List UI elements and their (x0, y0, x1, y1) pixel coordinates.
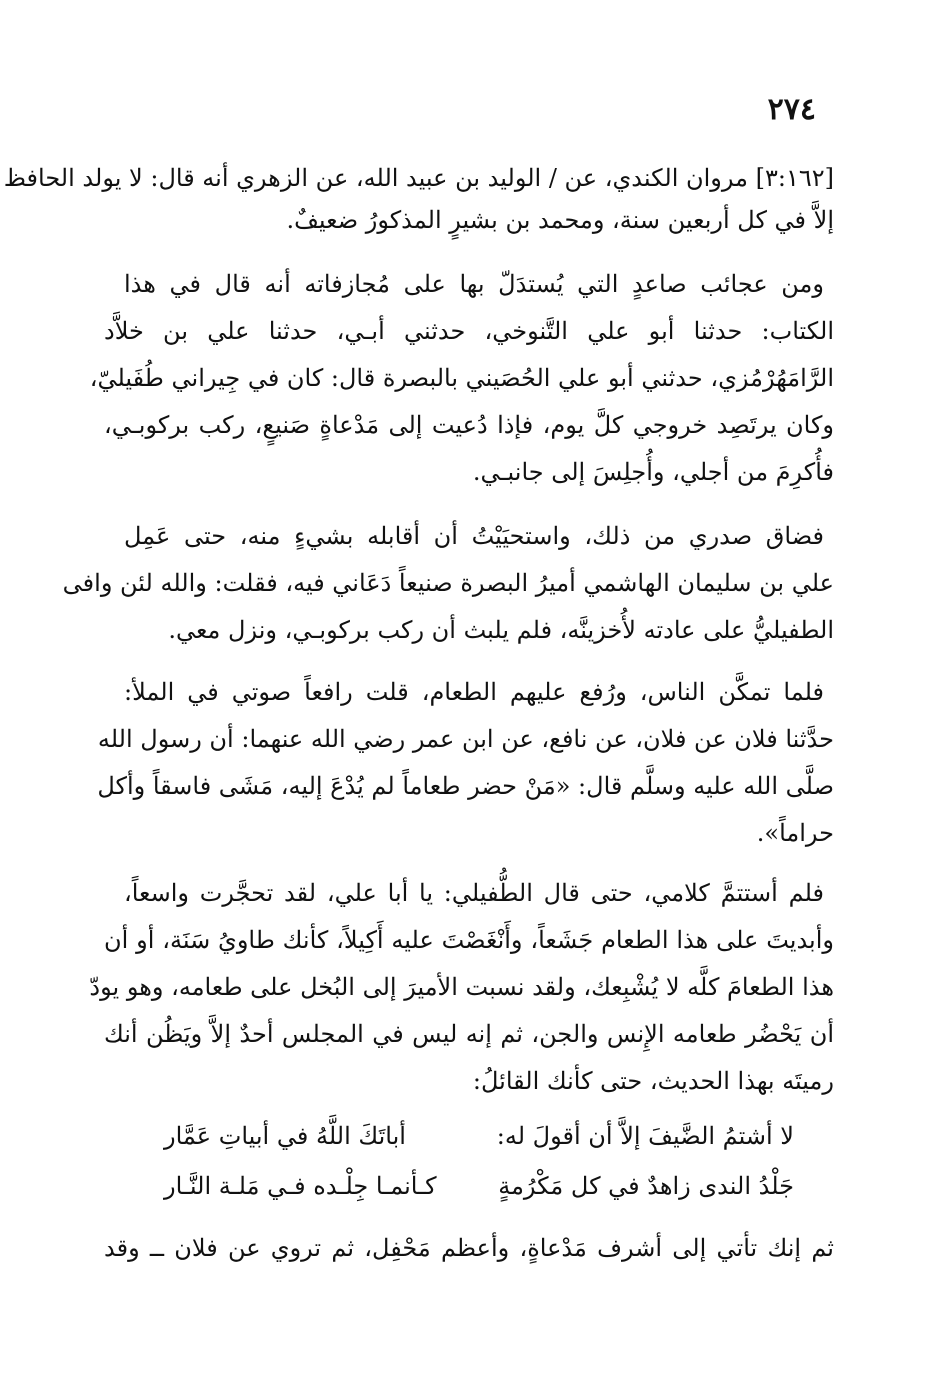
text-line: حدَّثنا فلان عن فلان، عن نافع، عن ابن عمر رضي الله عنهما: أن رسول الله (97, 725, 834, 753)
text-line: فأُكرِمَ من أجلي، وأُجلِسَ إلى جانبـي. (472, 458, 834, 486)
verse-row (164, 1166, 794, 1206)
text-line: الرَّامَهُرْمُزي، حدثني أبو علي الحُصَيني بالبصرة قال: كان في جِيراني طُفَيليّ، (89, 364, 834, 392)
text-line: وأبديتَ على هذا الطعام جَشَعاً، وأَنْغَصْتَ عليه أَكِيلاً، كأنك طاويُ سَنَة، أو أن (104, 926, 834, 954)
text-line: علي بن سليمان الهاشمي أميرُ البصرة صنيعاً دَعَاني فيه، فقلت: والله لئن وافى (62, 569, 834, 597)
verse-first-hemistich: جَلْدُ الندى زاهدٌ في كل مَكْرُمةٍ (498, 1172, 794, 1200)
text-line: الكتاب: حدثنا أبو علي التَّنوخي، حدثني أبـي، حدثنا علي بن خلاَّد (104, 317, 834, 345)
text-line: هذا الطعامَ كلَّه لا يُشْبِعك، ولقد نسبت الأميرَ إلى البُخل على طعامه، وهو يودّ (89, 973, 834, 1001)
verse-first-hemistich: لا أشتمُ الضَّيفَ إلاَّ أن أقولَ له: (496, 1122, 794, 1150)
verse-second-hemistich: كـأنمـا جِلْـده فـي مَلـة النَّـار (164, 1172, 437, 1200)
text-line: رميتَه بهذا الحديث، حتى كأنك القائلُ: (472, 1067, 834, 1095)
text-line: [٣:١٦٢] مروان الكندي، عن / الوليد بن عبيد الله، عن الزهري أنه قال: لا يولد الحافظ (3, 164, 834, 192)
verse-second-hemistich: أباتَكَ اللَّهُ في أبياتِ عَمَّار (164, 1122, 406, 1150)
text-line: فضاق صدري من ذلك، واستحيَيْتُ أن أقابله بشيءٍ منه، حتى عَمِل (124, 522, 824, 550)
text-line: الطفيليُّ على عادته لأُخزينَّه، فلم يلبث أن ركب بركوبـي، ونزل معي. (168, 616, 834, 644)
page-number: ٢٧٤ (767, 92, 816, 127)
text-line: حراماً». (756, 819, 834, 847)
text-line: ومن عجائب صاعدٍ التي يُستدَلّ بها على مُجازفاته أنه قال في هذا (124, 270, 824, 298)
text-line: إلاَّ في كل أربعين سنة، ومحمد بن بشيرٍ المذكورُ ضعيفٌ. (286, 206, 834, 234)
text-line: وكان يرتَصِد خروجي كلَّ يوم، فإذا دُعيت إلى مَدْعاةٍ صَنيعٍ، ركب بركوبـي، (104, 411, 834, 439)
text-line: أن يَحْضُر طعامه الإِنس والجن، ثم إنه ليس في المجلس أحدٌ إلاَّ ويَظُن أنك (104, 1020, 834, 1048)
text-line: صلَّى الله عليه وسلَّم قال: «مَنْ حضر طعاماً لم يُدْعَ إليه، مَشَى فاسقاً وأكل (97, 772, 834, 800)
text-line: ثم إنك تأتي إلى أشرف مَدْعاةٍ، وأعظم مَحْفِل، ثم تروي عن فلان ــ وقد (104, 1234, 834, 1262)
text-line: فلم أستتمَّ كلامي، حتى قال الطُّفيلي: يا أبا علي، لقد تحجَّرت واسعاً، (124, 879, 824, 907)
text-line: فلما تمكَّن الناس، ورُفع عليهم الطعام، قلت رافعاً صوتي في الملأ: (124, 678, 824, 706)
verse-row (164, 1116, 794, 1156)
